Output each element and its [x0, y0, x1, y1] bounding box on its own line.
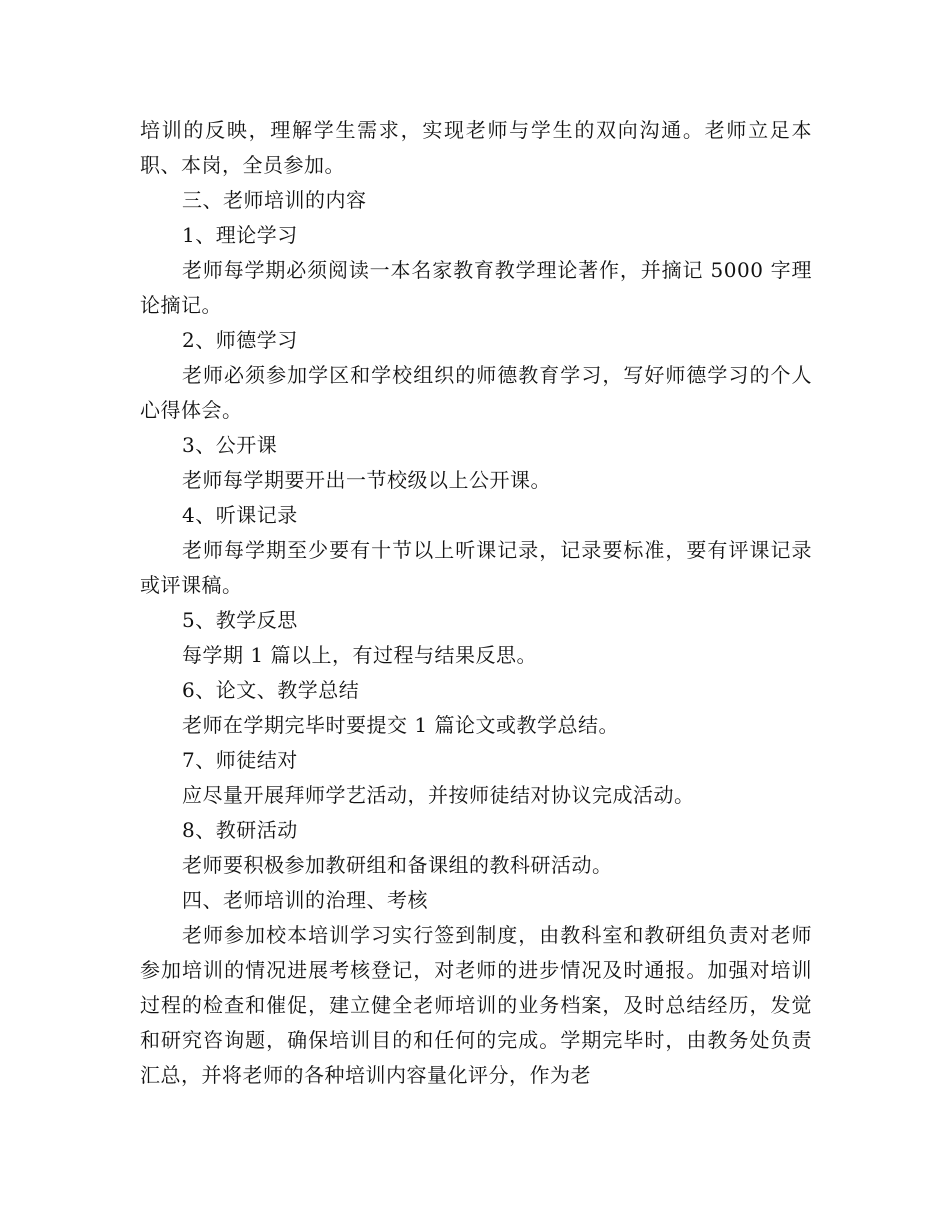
paragraph: 每学期 1 篇以上，有过程与结果反思。 [182, 643, 537, 667]
item-heading-research: 8、教研活动 [182, 818, 298, 842]
paragraph: 老师必须参加学区和学校组织的师德教育学习，写好师德学习的个人心得体会。 [140, 363, 812, 422]
item-heading-mentoring: 7、师徒结对 [182, 748, 298, 772]
paragraph: 老师参加校本培训学习实行签到制度，由教科室和教研组负责对老师参加培训的情况进展考核登记，对老师的进步情况及时通报。加强对培训过程的检查和催促，建立健全老师培训的业务档案，及时总结经历，发觉和研究咨询题，确保培训目的和任何的完成。学期完毕时，由教务处负责汇总，并将老师的各种培训内容量化评分，作为老 [140, 923, 812, 1087]
item-heading-theory: 1、理论学习 [182, 223, 298, 247]
section-heading-content: 三、老师培训的内容 [182, 188, 367, 212]
paragraph: 老师每学期要开出一节校级以上公开课。 [182, 468, 551, 492]
item-heading-papers: 6、论文、教学总结 [182, 678, 360, 702]
paragraph: 应尽量开展拜师学艺活动，并按师徒结对协议完成活动。 [182, 783, 695, 807]
item-heading-observation: 4、听课记录 [182, 503, 298, 527]
paragraph: 培训的反映，理解学生需求，实现老师与学生的双向沟通。老师立足本职、本岗，全员参加。 [140, 118, 812, 177]
paragraph: 老师在学期完毕时要提交 1 篇论文或教学总结。 [182, 713, 619, 737]
section-heading-management: 四、老师培训的治理、考核 [182, 888, 428, 912]
document-body [140, 113, 812, 1093]
paragraph: 老师每学期至少要有十节以上听课记录，记录要标准，要有评课记录或评课稿。 [140, 538, 812, 597]
item-heading-ethics: 2、师德学习 [182, 328, 298, 352]
item-heading-open-class: 3、公开课 [182, 433, 278, 457]
item-heading-reflection: 5、教学反思 [182, 608, 298, 632]
paragraph: 老师要积极参加教研组和备课组的教科研活动。 [182, 853, 613, 877]
paragraph: 老师每学期必须阅读一本名家教育教学理论著作，并摘记 5000 字理论摘记。 [140, 258, 812, 317]
